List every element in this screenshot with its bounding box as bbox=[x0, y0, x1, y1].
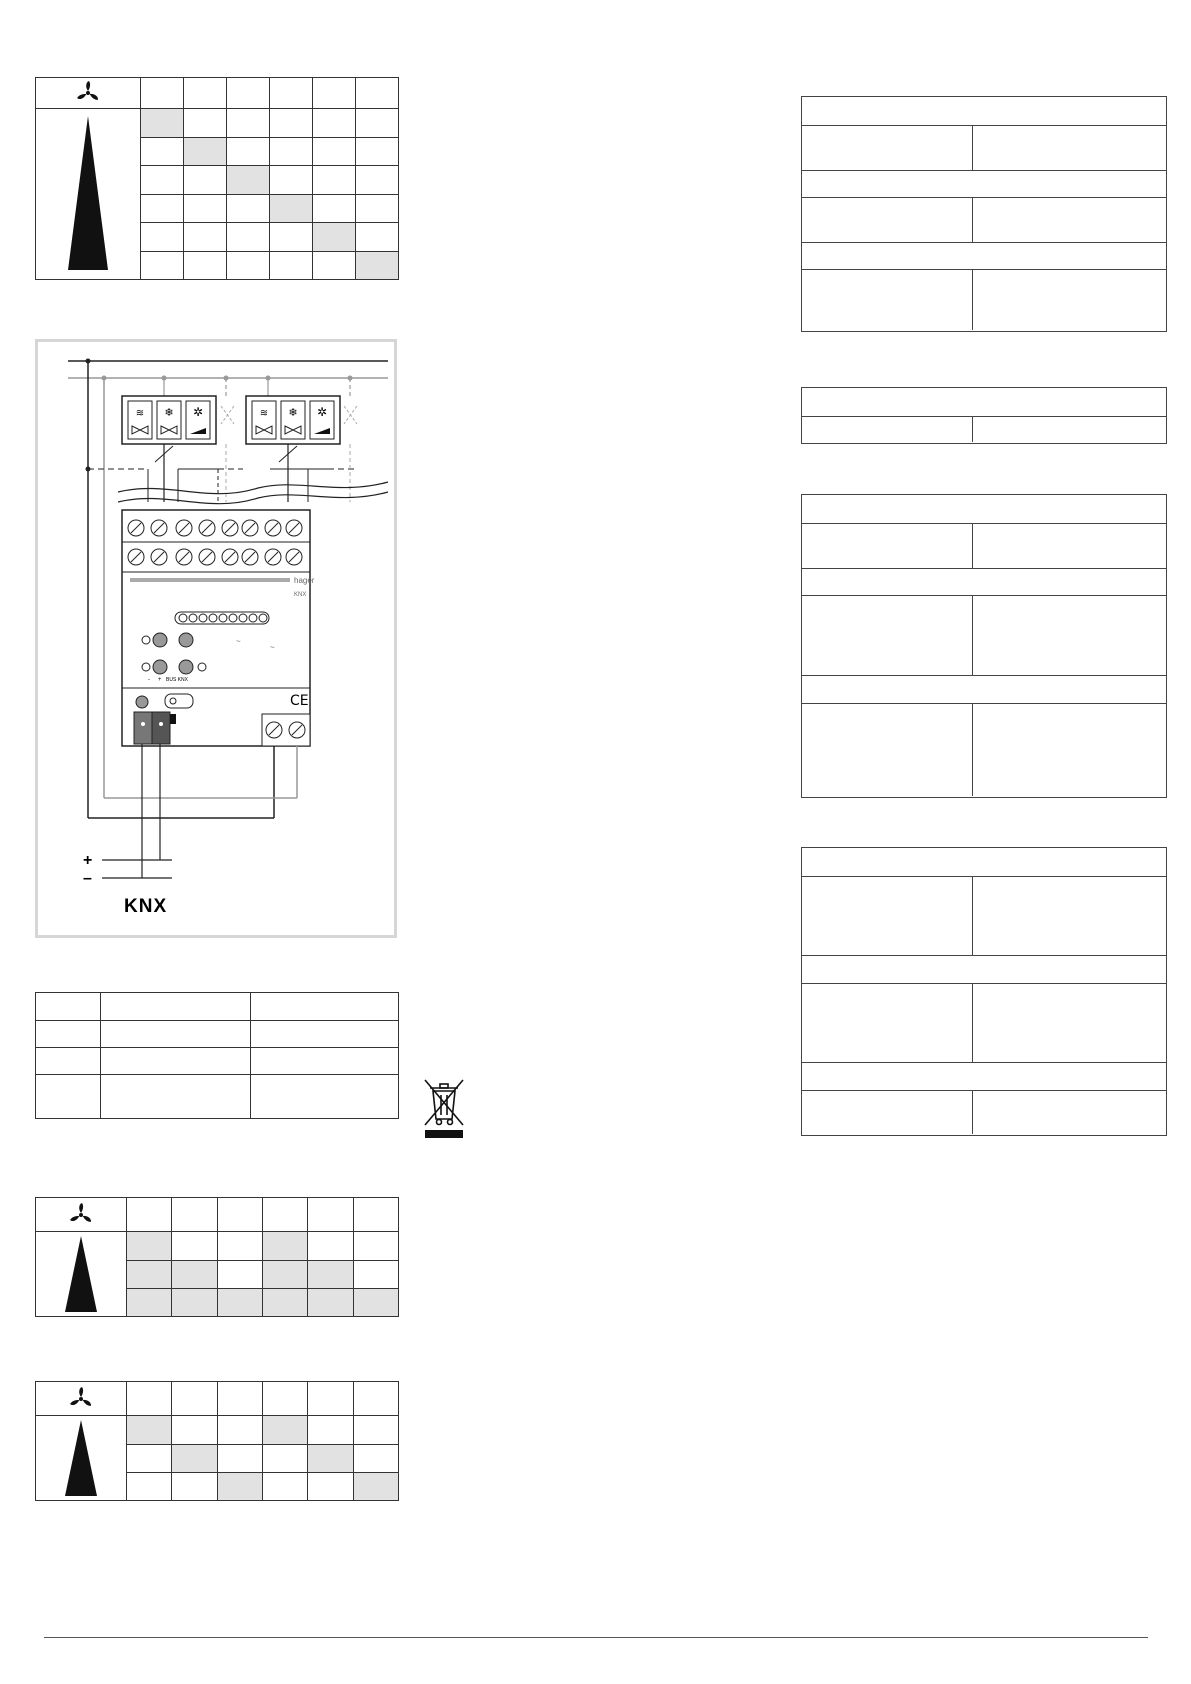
minus-small-label: - bbox=[148, 677, 150, 683]
knx-logo: KNX bbox=[124, 896, 168, 917]
svg-text:❄: ❄ bbox=[164, 406, 174, 419]
svg-text:✲: ✲ bbox=[192, 405, 204, 419]
spec-table-1 bbox=[801, 96, 1167, 332]
speed-wedge-icon bbox=[61, 1234, 101, 1314]
footer-divider bbox=[44, 1637, 1148, 1638]
ce-mark: CE bbox=[290, 693, 309, 709]
spec-table-2 bbox=[801, 387, 1167, 444]
spec-table-4 bbox=[801, 847, 1167, 1136]
fan-header-cell bbox=[36, 1382, 127, 1416]
fan-header-cell bbox=[36, 1198, 127, 1232]
spec-table-3 bbox=[801, 494, 1167, 798]
minus-label: – bbox=[83, 870, 92, 887]
wiring-diagram bbox=[35, 339, 397, 938]
connection-table bbox=[35, 992, 399, 1119]
crossed-bin-icon bbox=[421, 1077, 467, 1139]
svg-text:~: ~ bbox=[270, 643, 275, 652]
fan-coil-unit-2 bbox=[246, 396, 357, 444]
svg-text:❄: ❄ bbox=[288, 406, 298, 419]
fan-speed-table-2 bbox=[35, 1197, 399, 1317]
speed-wedge-icon bbox=[63, 114, 113, 274]
fan-header-cell bbox=[36, 78, 141, 109]
svg-text:~: ~ bbox=[236, 637, 241, 646]
brand-knx-small: KNX bbox=[294, 592, 307, 598]
brand-label: hager bbox=[294, 576, 315, 585]
weee-symbol bbox=[421, 1077, 467, 1139]
plus-label: + bbox=[83, 852, 93, 869]
svg-text:✲: ✲ bbox=[316, 405, 328, 419]
fan-icon bbox=[68, 1202, 94, 1228]
svg-text:≋: ≋ bbox=[135, 408, 145, 419]
wiring-diagram-drawing bbox=[38, 342, 394, 935]
speed-wedge-cell bbox=[36, 1232, 127, 1317]
speed-wedge-icon bbox=[61, 1418, 101, 1498]
actuator-device bbox=[122, 510, 315, 746]
fan-speed-table-1 bbox=[35, 77, 399, 280]
fan-speed-table-3 bbox=[35, 1381, 399, 1501]
svg-text:≋: ≋ bbox=[259, 408, 269, 419]
fan-icon bbox=[75, 80, 101, 106]
plus-small-label: + bbox=[158, 677, 162, 683]
fan-icon bbox=[68, 1386, 94, 1412]
speed-wedge-cell bbox=[36, 109, 141, 280]
speed-wedge-cell bbox=[36, 1416, 127, 1501]
bus-knx-small-label: BUS KNX bbox=[166, 677, 188, 683]
fan-coil-unit-1 bbox=[122, 396, 234, 444]
